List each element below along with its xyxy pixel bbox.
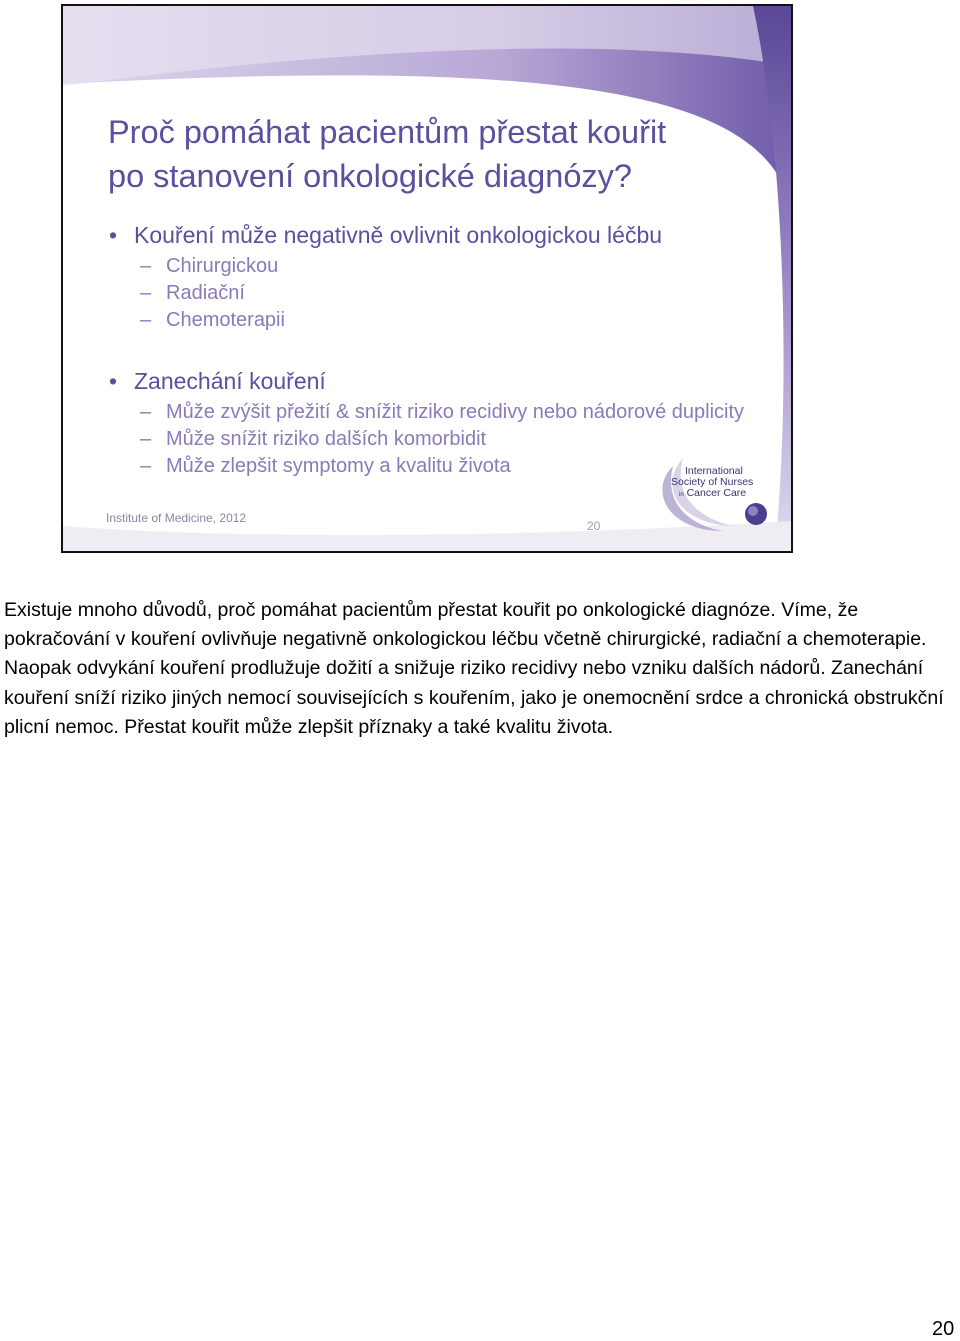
slide-thumbnail [61, 4, 793, 553]
isncc-logo-text [671, 466, 753, 501]
dash-symbol: – [140, 428, 152, 450]
sub-item [109, 309, 749, 331]
bullet-symbol: • [109, 368, 118, 394]
logo-line: Society of Nurses [671, 476, 754, 488]
page-number: 20 [932, 1318, 955, 1340]
sub-item-text: Radiační [166, 282, 245, 304]
sub-item-text: Může zvýšit přežití & snížit riziko recidivy nebo nádorové duplicity [166, 401, 745, 423]
logo-small-prefix: in [679, 492, 684, 498]
bullet-text: Zanechání kouření [134, 368, 326, 394]
slide-bullet-list [109, 220, 749, 477]
bullet-symbol: • [109, 222, 118, 248]
bullet-text: Kouření může negativně ovlivnit onkologickou léčbu [134, 222, 663, 248]
dash-symbol: – [140, 282, 152, 304]
slide-source-citation: Institute of Medicine, 2012 [106, 511, 247, 525]
sub-item [109, 282, 749, 304]
logo-line [671, 488, 753, 501]
sub-item-text: Chemoterapii [166, 309, 285, 331]
sub-item [109, 255, 749, 277]
sub-list [109, 255, 749, 331]
logo-line: International [685, 465, 743, 477]
dash-symbol: – [140, 309, 152, 331]
sub-item-text: Chirurgickou [166, 255, 279, 277]
sub-item [109, 401, 749, 423]
dash-symbol: – [140, 401, 152, 423]
dash-symbol: – [140, 255, 152, 277]
slide-title: Proč pomáhat pacientům přestat kouřit po stanovení onkologické diagnózy? [108, 114, 667, 194]
sub-item-text: Může zlepšit symptomy a kvalitu života [166, 455, 511, 477]
sub-item-text: Může snížit riziko dalších komorbidit [166, 428, 487, 450]
bullet-item [109, 220, 749, 250]
dash-symbol: – [140, 455, 152, 477]
spacer [109, 331, 749, 366]
bullet-item [109, 366, 749, 396]
speaker-notes: Existuje mnoho důvodů, proč pomáhat pacientům přestat kouřit po onkologické diagnóze. Víme, že pokračování v kouření ovlivňuje negativně onkologickou léčbu včetně chirurgické, radiační a chemoterapie. Naopak odvykání kouření prodlužuje dožití a snižuje riziko recidivy nebo vzniku dalších nádorů. Zanechání kouření sníží riziko jiných nemocí souvisejících s kouřením, jako je onemocnění srdce a chronická obstrukční plicní nemoc. Přestat kouřit může zlepšit příznaky a také kvalitu života. [4, 599, 944, 738]
logo-line-text: Cancer Care [686, 487, 747, 499]
slide-number: 20 [587, 519, 601, 533]
